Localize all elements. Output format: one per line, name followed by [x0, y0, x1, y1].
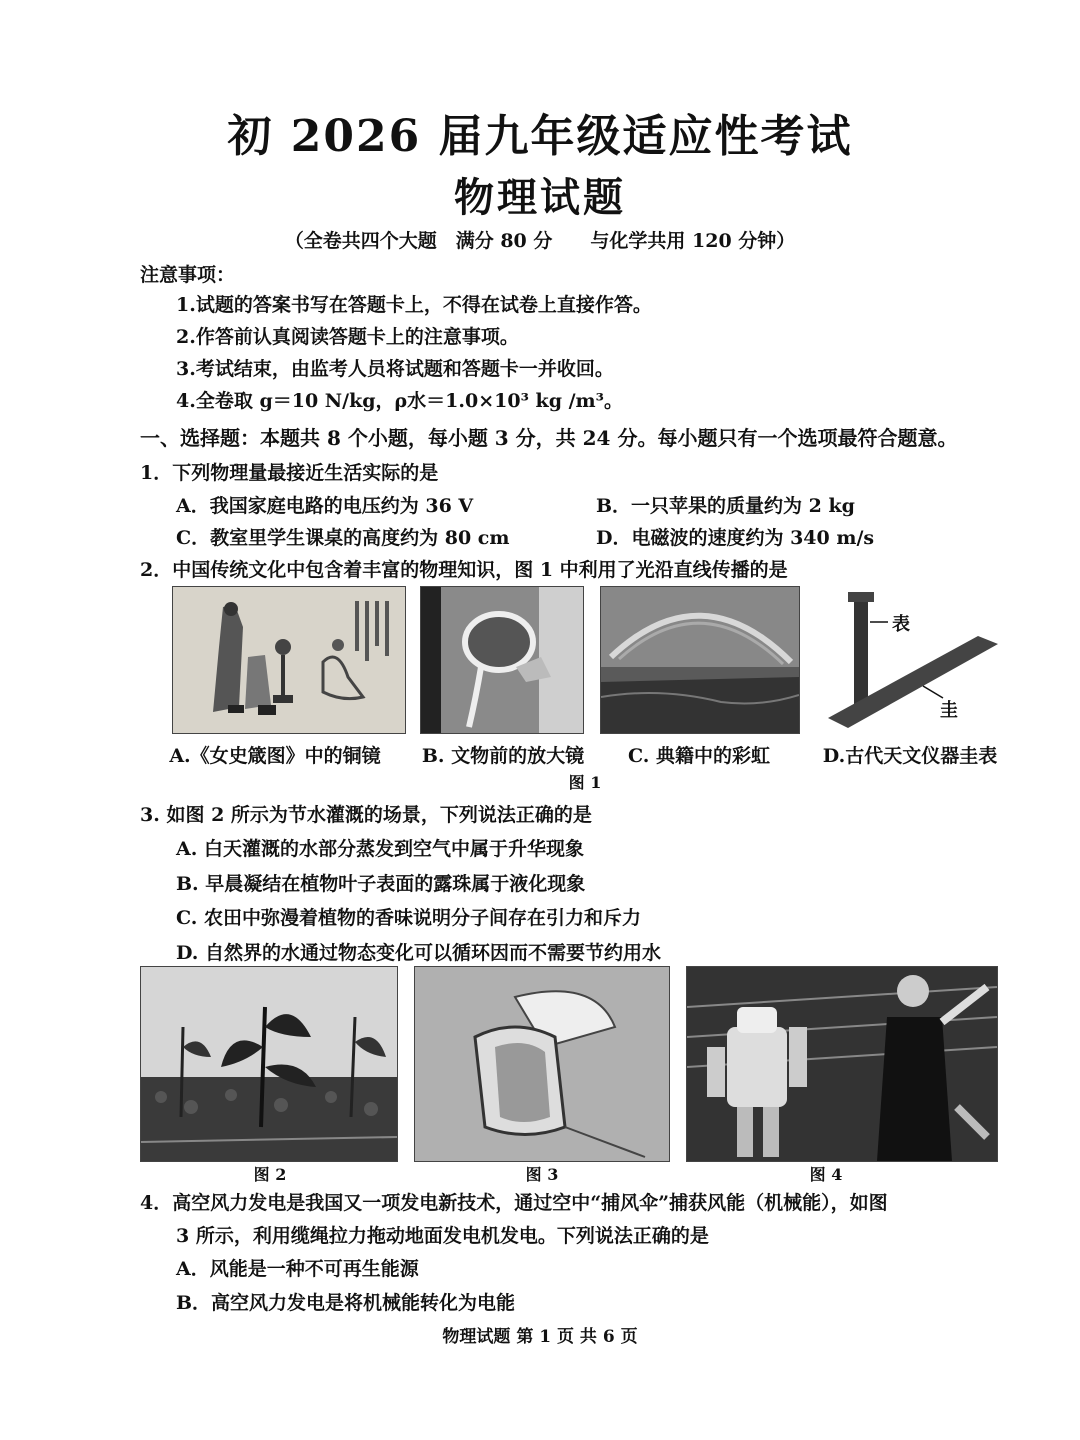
figure-label: 图 3 — [525, 1165, 559, 1184]
option-d: D. 自然界的水通过物态变化可以循环因而不需要节约用水 — [176, 942, 662, 964]
exam-subtitle: （全卷共四个大题 满分 80 分 与化学共用 120 分钟） — [284, 230, 796, 252]
notice-heading: 注意事项： — [140, 264, 236, 286]
figure-caption: C. 典籍中的彩虹 — [627, 745, 771, 767]
question-stem-continued: 3 所示，利用缆绳拉力拖动地面发电机发电。下列说法正确的是 — [176, 1225, 709, 1247]
page-footer: 物理试题 第 1 页 共 6 页 — [442, 1327, 638, 1347]
notice-item: 4.全卷取 g＝10 N/kg，ρ水＝1.0×10³ kg /m³。 — [176, 390, 623, 412]
subject-title: 物理试题 — [454, 174, 626, 221]
figure-caption: A.《女史箴图》中的铜镜 — [169, 745, 381, 767]
figure-caption: B. 文物前的放大镜 — [421, 745, 585, 767]
option-d: D．电磁波的速度约为 340 m/s — [596, 527, 875, 549]
label-gui: 圭 — [940, 700, 958, 721]
figure-caption: D.古代天文仪器圭表 — [822, 745, 998, 767]
option-c: C. 农田中弥漫着植物的香味说明分子间存在引力和斥力 — [176, 907, 642, 929]
notice-item: 2.作答前认真阅读答题卡上的注意事项。 — [176, 326, 519, 348]
bronze-mirror-painting-image — [172, 586, 406, 734]
notice-item: 3.考试结束，由监考人员将试题和答题卡一并收回。 — [176, 358, 614, 380]
wind-kite-image — [414, 966, 670, 1162]
magnifier-image — [420, 586, 584, 734]
option-b: B．高空风力发电是将机械能转化为电能 — [176, 1292, 516, 1314]
option-a: A. 白天灌溉的水部分蒸发到空气中属于升华现象 — [176, 838, 584, 860]
option-c: C．教室里学生课桌的高度约为 80 cm — [176, 527, 510, 549]
gui-biao-instrument-image — [818, 586, 1018, 732]
robot-stage-image — [686, 966, 998, 1162]
option-b: B．一只苹果的质量约为 2 kg — [596, 495, 855, 517]
rainbow-image — [600, 586, 800, 734]
option-a: A．风能是一种不可再生能源 — [176, 1258, 419, 1280]
option-b: B. 早晨凝结在植物叶子表面的露珠属于液化现象 — [176, 873, 586, 895]
figure-label: 图 1 — [568, 773, 602, 792]
figure-label: 图 2 — [253, 1165, 287, 1184]
label-biao: 表 — [892, 614, 910, 635]
question-stem: 4．高空风力发电是我国又一项发电新技术，通过空中“捕风伞”捕获风能（机械能），如图 — [140, 1192, 888, 1214]
question-stem: 1．下列物理量最接近生活实际的是 — [140, 462, 439, 484]
irrigation-field-image — [140, 966, 398, 1162]
option-a: A．我国家庭电路的电压约为 36 V — [176, 495, 474, 517]
section-heading: 一、选择题：本题共 8 个小题，每小题 3 分，共 24 分。每小题只有一个选项最符合题意。 — [140, 426, 958, 450]
figure-label: 图 4 — [809, 1165, 843, 1184]
notice-item: 1.试题的答案书写在答题卡上，不得在试卷上直接作答。 — [176, 294, 652, 316]
question-stem: 3. 如图 2 所示为节水灌溉的场景，下列说法正确的是 — [140, 804, 592, 826]
exam-title: 初 2026 届九年级适应性考试 — [227, 111, 853, 162]
question-stem: 2．中国传统文化中包含着丰富的物理知识，图 1 中利用了光沿直线传播的是 — [140, 559, 788, 581]
